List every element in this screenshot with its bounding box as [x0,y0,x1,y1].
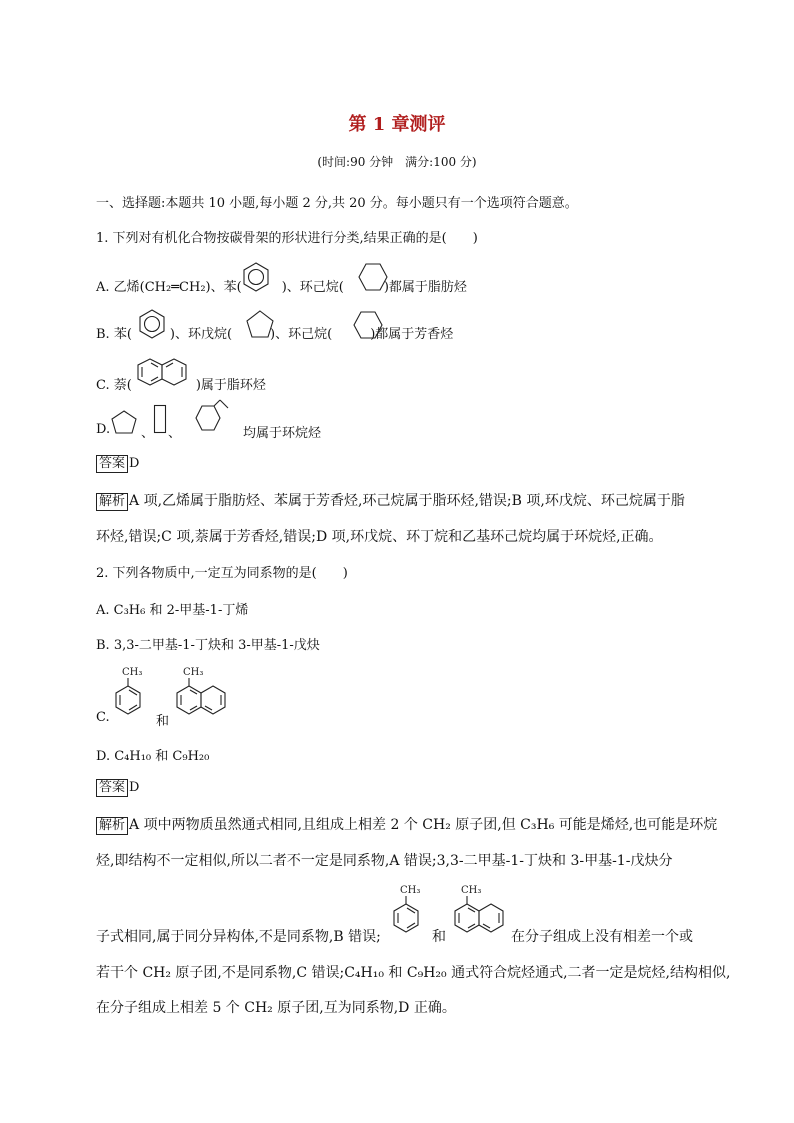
q1-option-d-prefix: D. [96,422,111,437]
q1-analysis-line-2: 环烃,错误;C 项,萘属于芳香烃,错误;D 项,环戊烷、环丁烷和乙基环己烷均属于环烷烃,正确。 [96,529,663,545]
q2-c-and: 和 [156,714,170,729]
q1-a-suffix: )都属于脂肪烃 [383,280,467,295]
cyclohexane-structure-icon [352,310,384,340]
q1-c-suffix: )属于脂环烃 [195,378,266,393]
methylnaphthalene-structure-icon [173,664,235,724]
q1-option-a [96,276,467,295]
question-2-stem: 2. 下列各物质中,一定互为同系物的是( ) [96,566,348,581]
cyclohexane-structure-icon [357,262,389,292]
cyclopentane-structure-icon [245,309,275,339]
q1-a-prefix: A. 乙烯(CH₂═CH₂)、苯( [96,280,242,295]
toluene-structure-icon [112,664,152,724]
analysis-tag: 解析 [96,817,128,835]
benzene-structure-icon [136,308,168,340]
ch3-label: CH₃ [183,667,204,678]
q2-option-a: A. C₃H₆ 和 2-甲基-1-丁烯 [96,603,249,618]
q1-b-suffix: )都属于芳香烃 [370,327,454,342]
q1-analysis-line-1 [96,490,685,511]
answer-tag: 答案 [96,779,128,797]
q1-c-prefix: C. 萘( [96,378,132,393]
q2-analysis-line-5: 在分子组成上相差 5 个 CH₂ 原子团,互为同系物,D 正确。 [96,1000,456,1016]
q2-option-d: D. C₄H₁₀ 和 C₉H₂₀ [96,749,210,764]
analysis-tag: 解析 [96,493,128,511]
answer-tag: 答案 [96,455,128,473]
cyclopentane-structure-icon [110,409,138,435]
naphthalene-structure-icon [136,357,192,387]
q1-b-prefix: B. 苯( [96,327,132,342]
q2-answer [96,779,139,797]
q2-analysis-line-1 [96,814,717,835]
q2-analysis-line-4: 若干个 CH₂ 原子团,不是同系物,C 错误;C₄H₁₀ 和 C₉H₂₀ 通式符合烷烃通式,二者一定是烷烃,结构相似, [96,965,731,981]
benzene-structure-icon [240,261,272,293]
cyclobutane-structure-icon [153,404,167,434]
q1-b-mid1: )、环戊烷( [169,327,233,342]
ethylcyclohexane-structure-icon [188,398,238,436]
q1-analysis-text-1: A 项,乙烯属于脂肪烃、苯属于芳香烃,环己烷属于脂环烃,错误;B 项,环戊烷、环己烷属于脂 [129,493,685,509]
q2-analysis-line-2: 烃,即结构不一定相似,所以二者不一定是同系物,A 错误;3,3-二甲基-1-丁炔和 3-甲基-1-戊炔分 [96,853,673,869]
page-title: 第 1 章测评 [348,114,446,135]
q2-analysis-line-3b: 和 [432,929,446,945]
q2-analysis-line-3c: 在分子组成上没有相差一个或 [511,929,693,945]
q2-answer-value: D [129,780,140,795]
q2-option-c-prefix: C. [96,710,110,725]
toluene-structure-icon [390,882,430,942]
q2-analysis-line-3a: 子式相同,属于同分异构体,不是同系物,B 错误; [96,929,381,945]
ch3-label: CH₃ [400,885,421,896]
question-1-stem: 1. 下列对有机化合物按碳骨架的形状进行分类,结果正确的是( ) [96,231,478,246]
q2-option-b: B. 3,3-二甲基-1-丁炔和 3-甲基-1-戊炔 [96,638,320,653]
q1-a-mid: )、环己烷( [281,280,344,295]
q1-answer-value: D [129,456,140,471]
ch3-label: CH₃ [461,885,482,896]
q1-answer [96,455,139,473]
q1-d-suffix: 均属于环烷烃 [243,426,322,441]
q1-d-sep-1: 、 [141,426,155,441]
section-heading: 一、选择题:本题共 10 小题,每小题 2 分,共 20 分。每小题只有一个选项符合题意。 [96,196,578,211]
q2-analysis-text-1: A 项中两物质虽然通式相同,且组成上相差 2 个 CH₂ 原子团,但 C₃H₆ 可能是烯烃,也可能是环烷 [129,817,718,833]
q1-d-sep-2: 、 [168,426,182,441]
q1-b-mid2: )、环己烷( [270,327,333,342]
ch3-label: CH₃ [122,667,143,678]
exam-info: (时间:90 分钟 满分:100 分) [317,155,477,169]
methylnaphthalene-structure-icon [451,882,513,942]
